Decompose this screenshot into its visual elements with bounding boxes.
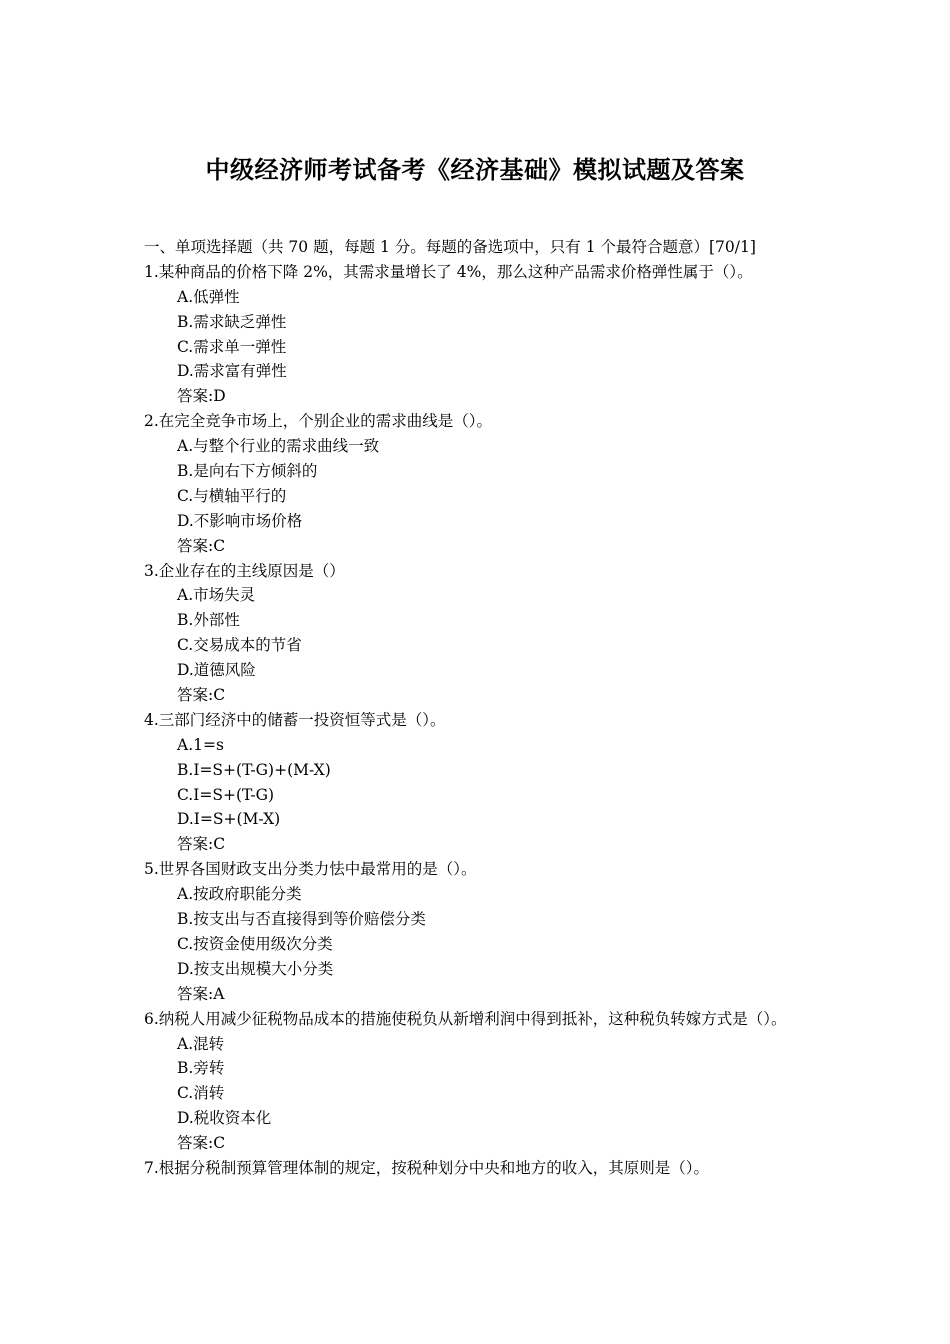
question-block (144, 559, 809, 708)
answer-line: 答案:C (177, 1134, 226, 1153)
answer-line: 答案:D (177, 387, 226, 406)
question-text: 4.三部门经济中的储蓄一投资恒等式是（）。 (144, 710, 446, 729)
document-title: 中级经济师考试备考《经济基础》模拟试题及答案 (205, 156, 745, 184)
option-a: A.与整个行业的需求曲线一致 (177, 437, 380, 456)
answer-line: 答案:A (177, 984, 225, 1003)
option-a: A.混转 (177, 1034, 225, 1053)
option-c: C.按资金使用级次分类 (177, 934, 333, 953)
option-d: D.按支出规模大小分类 (177, 959, 334, 978)
option-c: C.交易成本的节省 (177, 636, 302, 655)
question-block (144, 1007, 809, 1156)
answer-line: 答案:C (177, 835, 226, 854)
question-text: 1.某种商品的价格下降 2%，其需求量增长了 4%，那么这种产品需求价格弹性属于（）。 (144, 262, 753, 281)
answer-line: 答案:C (177, 536, 226, 555)
question-text: 3.企业存在的主线原因是（） (144, 561, 345, 580)
option-b: B.I=S+(T-G)+(M-X) (177, 760, 331, 779)
option-b: B.需求缺乏弹性 (177, 312, 287, 331)
option-a: A.按政府职能分类 (177, 885, 302, 904)
question-text: 7.根据分税制预算管理体制的规定，按税种划分中央和地方的收入，其原则是（）。 (144, 1158, 710, 1177)
section-header: 一、单项选择题（共 70 题，每题 1 分。每题的备选项中，只有 1 个最符合题意）[70/1] (144, 238, 756, 256)
option-a: A.低弹性 (177, 287, 240, 306)
option-a: A.市场失灵 (177, 586, 256, 605)
option-b: B.旁转 (177, 1059, 225, 1078)
option-d: D.道德风险 (177, 661, 256, 680)
option-c: C.需求单一弹性 (177, 337, 287, 356)
option-d: D.需求富有弹性 (177, 362, 287, 381)
option-b: B.外部性 (177, 611, 240, 630)
option-c: C.I=S+(T-G) (177, 785, 275, 804)
option-d: D.不影响市场价格 (177, 511, 303, 530)
option-b: B.是向右下方倾斜的 (177, 462, 318, 481)
question-text: 6.纳税人用减少征税物品成本的措施使税负从新增利润中得到抵补，这种税负转嫁方式是（）。 (144, 1009, 787, 1028)
question-text: 5.世界各国财政支出分类力怯中最常用的是（）。 (144, 860, 477, 879)
question-text: 2.在完全竞争市场上，个别企业的需求曲线是（）。 (144, 412, 493, 431)
question-block (144, 409, 809, 558)
question-block (144, 260, 809, 409)
question-block (144, 1156, 809, 1181)
document-body (144, 235, 809, 1181)
option-d: D.税收资本化 (177, 1109, 272, 1128)
option-d: D.I=S+(M-X) (177, 810, 281, 829)
option-c: C.消转 (177, 1084, 225, 1103)
option-a: A.1=s (177, 735, 224, 754)
question-block (144, 708, 809, 857)
option-c: C.与横轴平行的 (177, 486, 287, 505)
option-b: B.按支出与否直接得到等价赔偿分类 (177, 910, 426, 929)
answer-line: 答案:C (177, 686, 226, 705)
question-block (144, 857, 809, 1006)
